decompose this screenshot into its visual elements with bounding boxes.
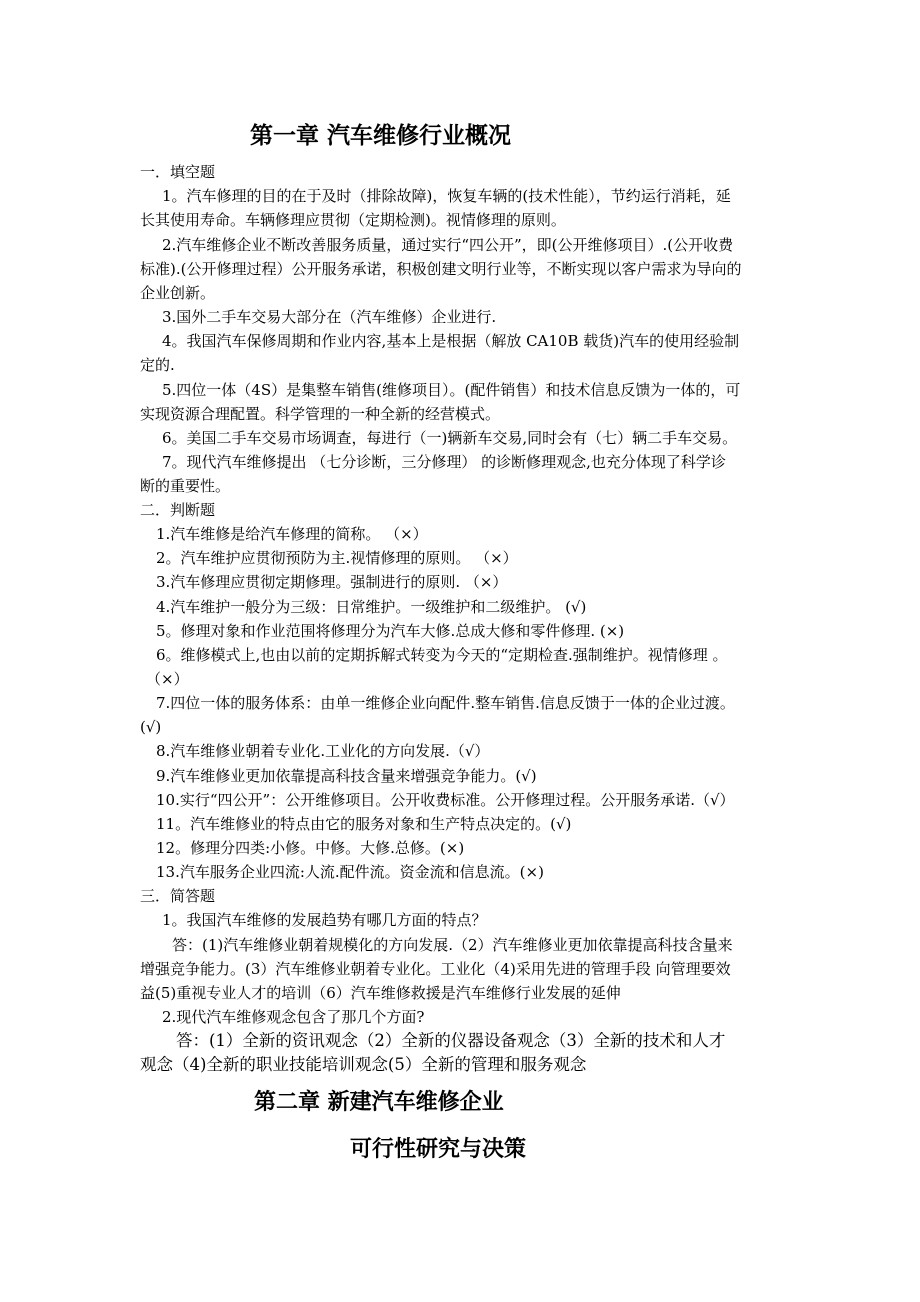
question-line: 2.现代汽车维修观念包含了那几个方面? — [162, 1008, 425, 1026]
paragraph-line: 断的重要性。 — [140, 477, 231, 495]
answer-line: 益(5)重视专业人才的培训（6）汽车维修救援是汽车维修行业发展的延伸 — [140, 984, 621, 1002]
judgement-item: 1.汽车维修是给汽车修理的简称。 （×） — [156, 525, 428, 543]
judgement-item: 7.四位一体的服务体系：由单一维修企业向配件.整车销售.信息反馈于一体的企业过渡。 — [156, 694, 735, 712]
paragraph-line: 3.国外二手车交易大部分在（汽车维修）企业进行. — [162, 308, 497, 326]
paragraph-line: 标准).(公开修理过程）公开服务承诺，积极创建文明行业等，不断实现以客户需求为导向的 — [140, 260, 742, 278]
judgement-item: 12。修理分四类:小修。中修。大修.总修。(×) — [156, 839, 465, 857]
judgement-item: 5。修理对象和作业范围将修理分为汽车大修.总成大修和零件修理. (×) — [156, 622, 625, 640]
chapter2-title-line1: 第二章 新建汽车维修企业 — [254, 1090, 504, 1115]
paragraph-line: 1。汽车修理的目的在于及时（排除故障)，恢复车辆的(技术性能），节约运行消耗，延 — [162, 187, 731, 205]
paragraph-line: 5.四位一体（4S）是集整车销售(维修项目）。(配件销售）和技术信息反馈为一体的，可 — [162, 381, 741, 399]
paragraph-line: 6。美国二手车交易市场调查，每进行（一)辆新车交易,同时会有（七）辆二手车交易。 — [162, 429, 738, 447]
judgement-item: 4.汽车维护一般分为三级：日常维护。一级维护和二级维护。 (√) — [156, 598, 587, 616]
paragraph-line: 企业创新。 — [140, 284, 216, 302]
answer-line: 答：(1)汽车维修业朝着规模化的方向发展.（2）汽车维修业更加依靠提高科技含量来 — [172, 936, 733, 954]
answer-line: 观念（4)全新的职业技能培训观念(5）全新的管理和服务观念 — [140, 1055, 587, 1074]
chapter1-title: 第一章 汽车维修行业概况 — [250, 123, 512, 149]
question-line: 1。我国汽车维修的发展趋势有哪几方面的特点？ — [162, 911, 487, 929]
paragraph-line: 实现资源合理配置。科学管理的一种全新的经营模式。 — [140, 405, 501, 423]
paragraph-line: 4。我国汽车保修周期和作业内容,基本上是根据（解放 CA10B 载货)汽车的使用经验制 — [162, 332, 740, 350]
paragraph-line: 定的. — [140, 356, 175, 374]
answer-line: 增强竞争能力。(3）汽车维修业朝着专业化。工业化（4)采用先进的管理手段 向管理要效 — [140, 960, 731, 978]
judgement-item: 11。汽车维修业的特点由它的服务对象和生产特点决定的。(√) — [156, 815, 572, 833]
section-heading-short-answer: 三．简答题 — [140, 887, 216, 905]
answer-line: 答：(1）全新的资讯观念（2）全新的仪器设备观念（3）全新的技术和人才 — [176, 1031, 726, 1050]
paragraph-line: 2.汽车维修企业不断改善服务质量，通过实行“四公开”，即(公开维修项目）.(公开收费 — [162, 236, 734, 254]
judgement-item: (√) — [140, 718, 162, 736]
section-heading-fill-blank: 一．填空题 — [140, 163, 216, 181]
paragraph-line: 长其使用寿命。车辆修理应贯彻（定期检测)。视情修理的原则。 — [140, 211, 566, 229]
judgement-item: 9.汽车维修业更加依靠提高科技含量来增强竞争能力。(√) — [156, 767, 537, 785]
judgement-item: （×） — [146, 670, 189, 688]
chapter2-title-line2: 可行性研究与决策 — [350, 1137, 527, 1162]
judgement-item: 8.汽车维修业朝着专业化.工业化的方向发展.（√） — [156, 742, 490, 760]
judgement-item: 3.汽车修理应贯彻定期修理。强制进行的原则. （×） — [156, 573, 508, 591]
judgement-item: 10.实行“四公开”：公开维修项目。公开收费标准。公开修理过程。公开服务承诺.（√） — [156, 791, 735, 809]
judgement-item: 13.汽车服务企业四流:人流.配件流。资金流和信息流。(×) — [156, 863, 544, 881]
paragraph-line: 7。现代汽车维修提出 （七分诊断，三分修理） 的诊断修理观念,也充分体现了科学诊 — [162, 453, 726, 471]
judgement-item: 6。维修模式上,也由以前的定期拆解式转变为今天的“定期检查.强制维护。视情修理 。 — [156, 646, 728, 664]
judgement-item: 2。汽车维护应贯彻预防为主.视情修理的原则。 （×） — [156, 549, 518, 567]
section-heading-true-false: 二．判断题 — [140, 501, 216, 519]
